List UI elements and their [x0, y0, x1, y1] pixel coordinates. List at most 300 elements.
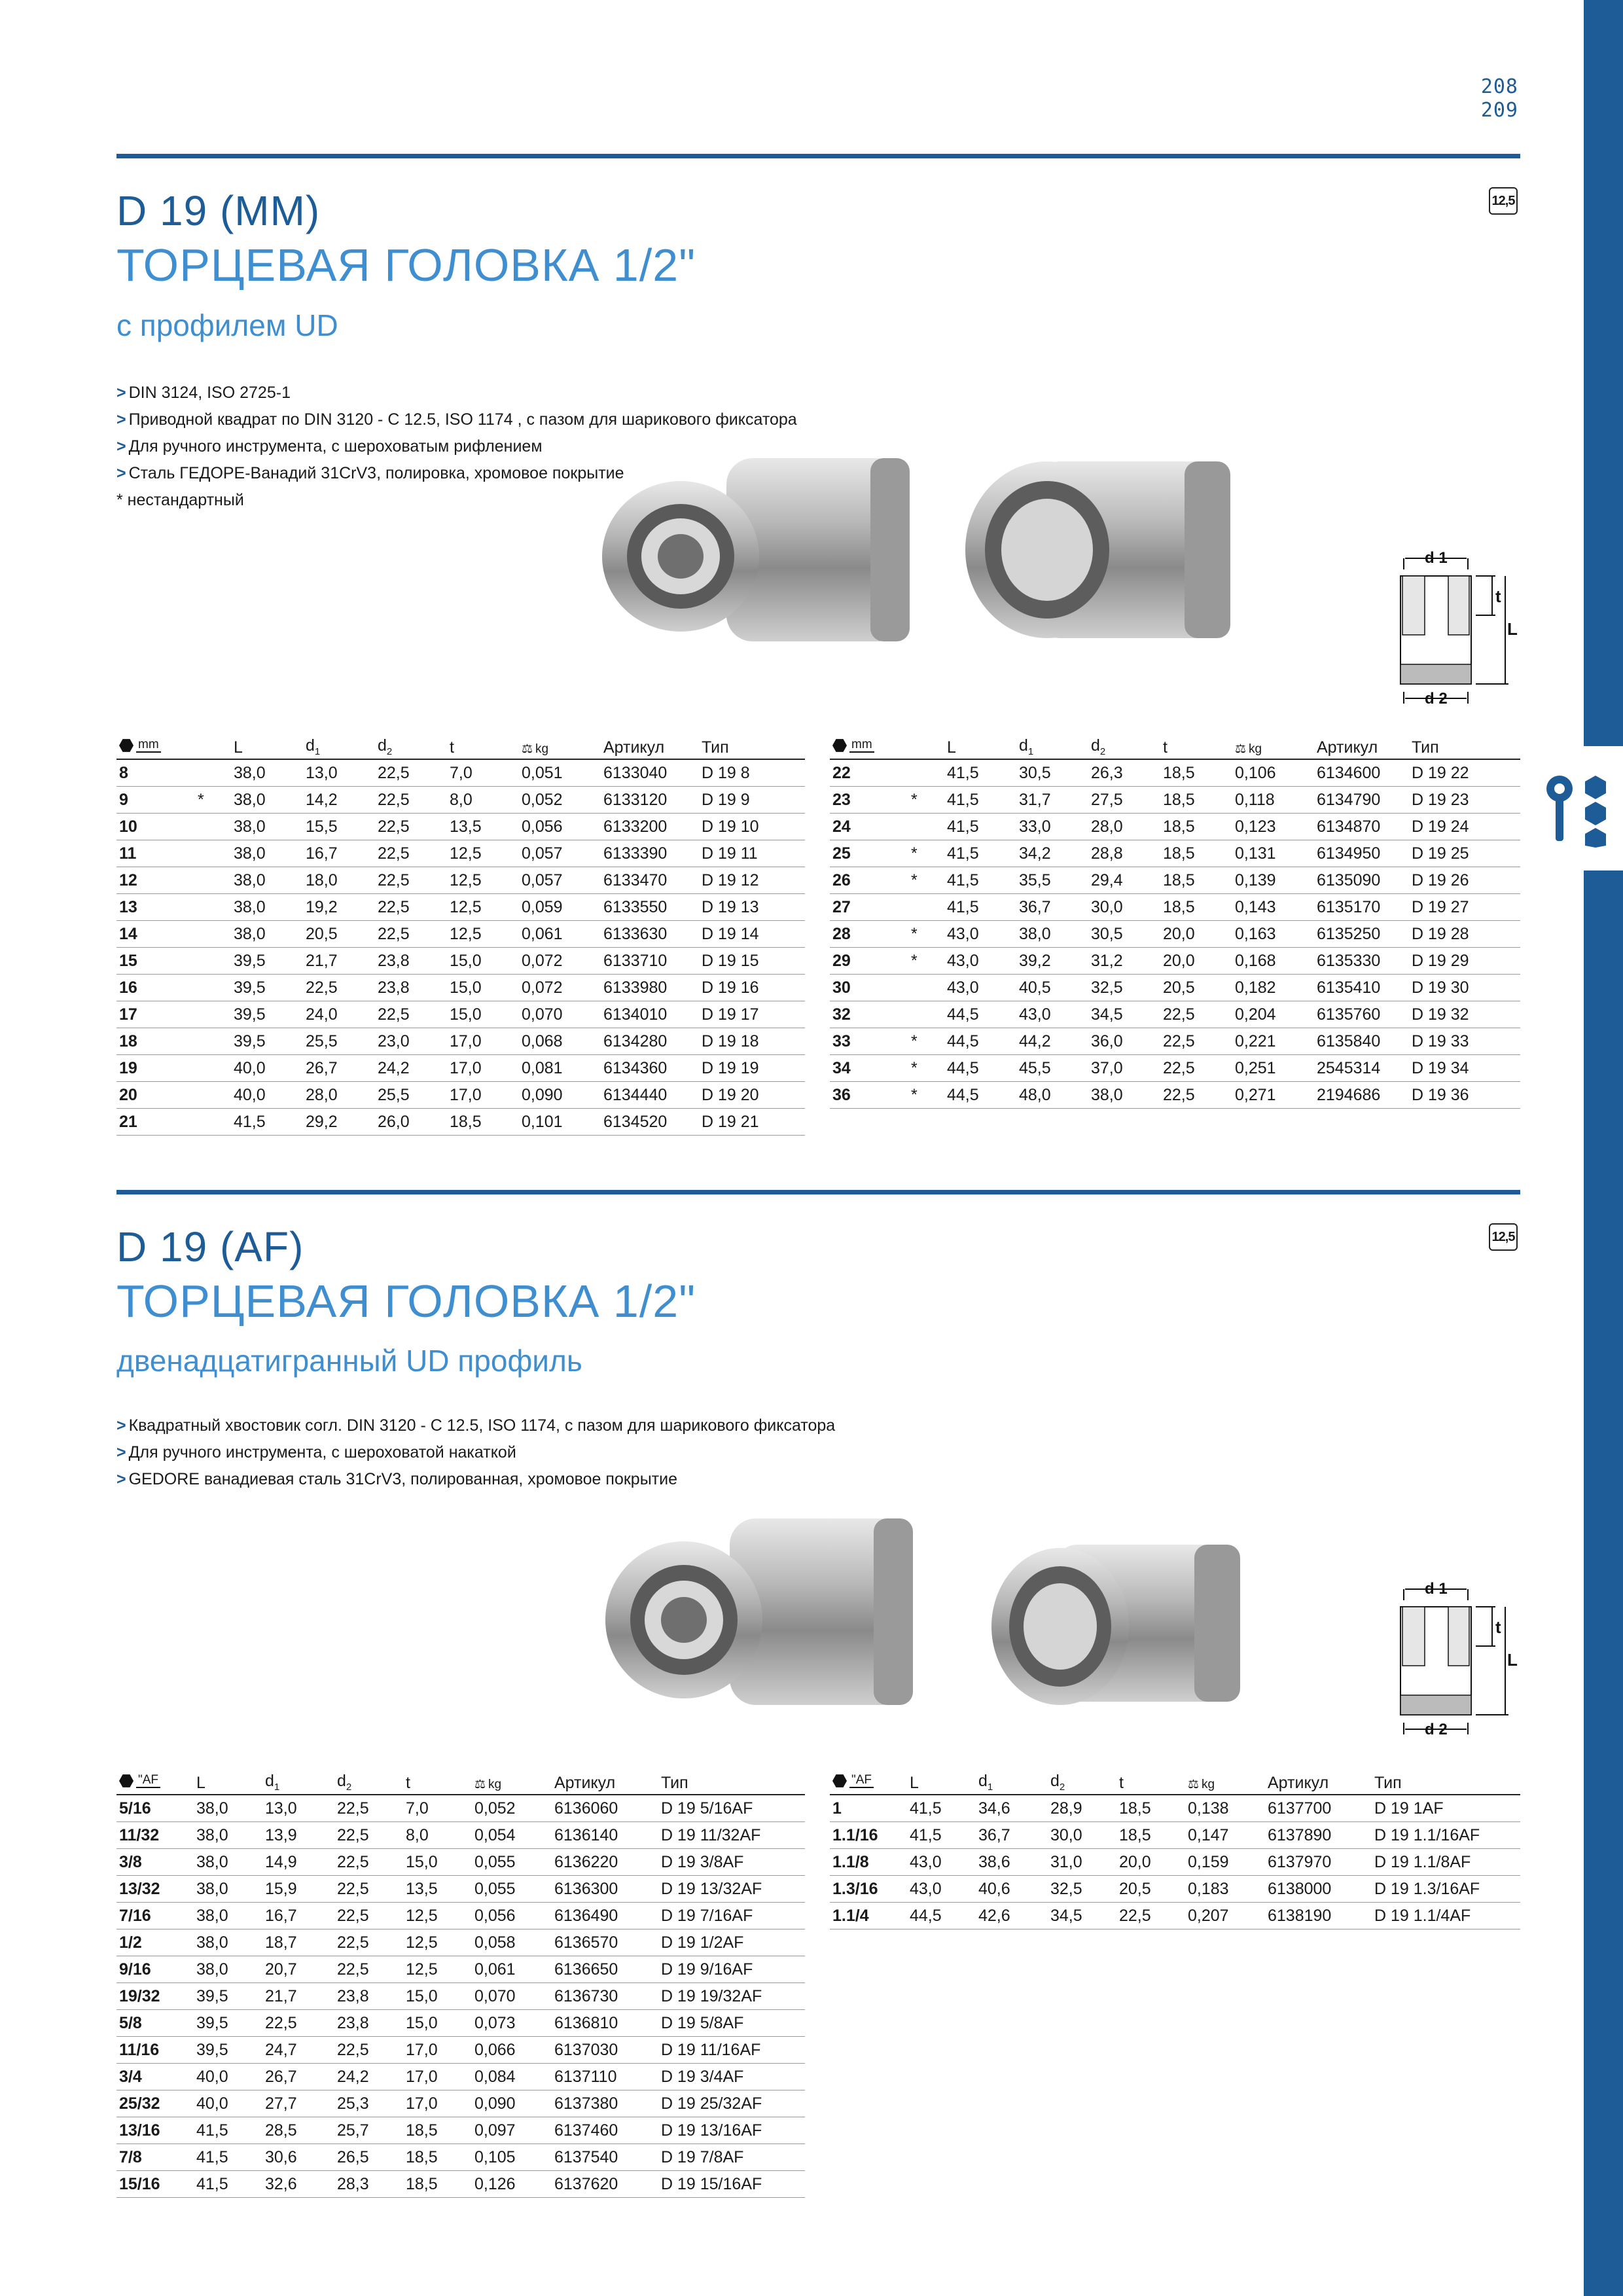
table-cell: 0,051	[519, 759, 601, 787]
table-cell: D 19 27	[1409, 894, 1520, 921]
length-column-header: L	[944, 730, 1016, 759]
table-cell: 31,2	[1088, 948, 1160, 975]
table-cell: 8,0	[447, 787, 519, 814]
table-row	[830, 1082, 1520, 1109]
table-cell: 6133710	[601, 948, 699, 975]
table-cell: 13,0	[303, 759, 375, 787]
d2-column-header: $d_2$	[334, 1765, 403, 1795]
table-cell: 6133980	[601, 975, 699, 1001]
table-cell: 43,0	[944, 948, 1016, 975]
scale-icon: ⚖ kg	[1188, 1777, 1215, 1791]
table-cell: D 19 1/2AF	[658, 1929, 805, 1956]
table-cell: 6136060	[552, 1795, 658, 1822]
size-cell: 14	[116, 921, 195, 948]
table-cell: D 19 11/16AF	[658, 2037, 805, 2064]
table-cell: 26,7	[262, 2064, 334, 2090]
table-cell: 6136650	[552, 1956, 658, 1983]
size-cell: 25/32	[116, 2090, 194, 2117]
table-cell: 0,059	[519, 894, 601, 921]
table-cell: *	[908, 1082, 944, 1109]
table-cell: 18,0	[303, 867, 375, 894]
table-cell: D 19 32	[1409, 1001, 1520, 1028]
table-cell: 0,055	[472, 1849, 552, 1876]
table-row	[116, 1001, 805, 1028]
table-cell: 35,5	[1016, 867, 1088, 894]
table-cell: 38,0	[194, 1822, 262, 1849]
table-cell: D 19 13	[699, 894, 805, 921]
size-cell: 25	[830, 840, 908, 867]
table-cell: 18,5	[403, 2117, 472, 2144]
t-column-header: t	[447, 730, 519, 759]
table-cell: D 19 1AF	[1372, 1795, 1520, 1822]
table-cell: 2194686	[1314, 1082, 1409, 1109]
table-cell: *	[908, 921, 944, 948]
table-cell: 6133470	[601, 867, 699, 894]
table-row	[116, 2117, 805, 2144]
table-cell: 6134280	[601, 1028, 699, 1055]
table-cell: 0,168	[1232, 948, 1314, 975]
table-cell: 26,0	[375, 1109, 447, 1136]
table-cell: 22,5	[375, 867, 447, 894]
table-header-row	[830, 730, 1520, 759]
socket-category-icon	[1543, 769, 1615, 848]
table-cell: 0,159	[1185, 1849, 1265, 1876]
table-cell: 39,5	[231, 975, 303, 1001]
table-cell: 17,0	[447, 1055, 519, 1082]
table-cell: 0,182	[1232, 975, 1314, 1001]
table-cell: 22,5	[334, 1929, 403, 1956]
table-cell: 2545314	[1314, 1055, 1409, 1082]
table-cell: 0,123	[1232, 814, 1314, 840]
table-cell: 0,221	[1232, 1028, 1314, 1055]
table-cell: D 19 7/8AF	[658, 2144, 805, 2171]
table-row	[830, 1028, 1520, 1055]
dimension-diagram-mm	[1391, 547, 1522, 713]
table-cell	[195, 759, 231, 787]
table-cell: D 19 1.1/8AF	[1372, 1849, 1520, 1876]
size-cell: 24	[830, 814, 908, 840]
table-cell: 17,0	[447, 1082, 519, 1109]
table-cell: 0,052	[472, 1795, 552, 1822]
table-cell: 6133390	[601, 840, 699, 867]
table-cell: 0,147	[1185, 1822, 1265, 1849]
table-row	[116, 787, 805, 814]
table-cell: 25,5	[375, 1082, 447, 1109]
table-cell: 18,5	[447, 1109, 519, 1136]
table-cell: 26,3	[1088, 759, 1160, 787]
size-cell: 13/32	[116, 1876, 194, 1903]
table-cell: 15,9	[262, 1876, 334, 1903]
table-cell: 0,057	[519, 867, 601, 894]
feature-item: > Для ручного инструмента, с шероховатым рифлением	[116, 437, 543, 456]
size-cell: 28	[830, 921, 908, 948]
table-cell: 6135170	[1314, 894, 1409, 921]
size-cell: 18	[116, 1028, 195, 1055]
table-cell: 18,5	[1116, 1822, 1185, 1849]
table-cell: 40,6	[976, 1876, 1048, 1903]
table-cell: 30,5	[1088, 921, 1160, 948]
table-cell: 36,0	[1088, 1028, 1160, 1055]
table-cell: 38,0	[231, 867, 303, 894]
table-cell: D 19 20	[699, 1082, 805, 1109]
table-row	[116, 840, 805, 867]
table-cell: 39,5	[194, 1983, 262, 2010]
table-cell: 23,8	[375, 975, 447, 1001]
table-row	[830, 921, 1520, 948]
table-cell: 6135090	[1314, 867, 1409, 894]
size-cell: 29	[830, 948, 908, 975]
section-af-features	[116, 1412, 835, 1493]
table-cell: 31,7	[1016, 787, 1088, 814]
table-row	[116, 1876, 805, 1903]
table-cell: 41,5	[194, 2117, 262, 2144]
table-cell: 22,5	[334, 1903, 403, 1929]
table-cell: 31,0	[1048, 1849, 1116, 1876]
article-column-header: Артикул	[552, 1765, 658, 1795]
table-row	[116, 2090, 805, 2117]
size-cell: 16	[116, 975, 195, 1001]
diagram-label-d2: d 2	[1425, 1721, 1448, 1738]
table-cell: 0,118	[1232, 787, 1314, 814]
table-cell: 28,5	[262, 2117, 334, 2144]
table-cell: 6134440	[601, 1082, 699, 1109]
drive-size-badge-mm: 12,5	[1489, 187, 1518, 215]
table-row	[116, 2171, 805, 2198]
table-cell: D 19 25	[1409, 840, 1520, 867]
size-cell: 34	[830, 1055, 908, 1082]
table-cell: 7,0	[447, 759, 519, 787]
table-cell: D 19 15/16AF	[658, 2171, 805, 2198]
length-column-header: L	[907, 1765, 976, 1795]
section-divider-mm	[116, 154, 1520, 158]
table-cell: 40,0	[194, 2064, 262, 2090]
table-cell: 0,057	[519, 840, 601, 867]
scale-icon: ⚖ kg	[1235, 742, 1262, 756]
hexagon-icon	[119, 738, 134, 753]
table-cell: 17,0	[403, 2037, 472, 2064]
table-cell: 0,070	[472, 1983, 552, 2010]
table-cell: 0,056	[472, 1903, 552, 1929]
table-row	[116, 1055, 805, 1082]
table-cell: 44,5	[944, 1082, 1016, 1109]
feature-item: > Сталь ГЕДОРЕ-Ванадий 31CrV3, полировка, хромовое покрытие	[116, 464, 624, 482]
size-column-header: mm	[830, 730, 908, 759]
table-cell: 27,7	[262, 2090, 334, 2117]
table-cell: 43,0	[1016, 1001, 1088, 1028]
d1-column-header: $d_1$	[303, 730, 375, 759]
table-cell: 13,0	[262, 1795, 334, 1822]
table-cell: D 19 3/8AF	[658, 1849, 805, 1876]
size-cell: 10	[116, 814, 195, 840]
table-row	[116, 975, 805, 1001]
table-cell: 6134950	[1314, 840, 1409, 867]
table-cell: 22,5	[375, 787, 447, 814]
table-cell: 20,7	[262, 1956, 334, 1983]
table-cell: 18,7	[262, 1929, 334, 1956]
section-af-subtitle: ТОРЦЕВАЯ ГОЛОВКА 1/2"	[116, 1276, 696, 1327]
table-cell	[195, 1001, 231, 1028]
table-cell: 38,0	[231, 759, 303, 787]
table-cell: 30,0	[1088, 894, 1160, 921]
table-cell: 32,5	[1048, 1876, 1116, 1903]
table-row	[116, 2064, 805, 2090]
table-row	[830, 1055, 1520, 1082]
chevron-right-icon: >	[116, 464, 126, 482]
table-cell: 20,5	[303, 921, 375, 948]
d1-column-header: $d_1$	[262, 1765, 334, 1795]
product-photo-af	[599, 1505, 1306, 1728]
chevron-right-icon: >	[116, 1443, 126, 1462]
table-cell: 6133040	[601, 759, 699, 787]
table-cell: 30,0	[1048, 1822, 1116, 1849]
table-cell: 15,0	[403, 1983, 472, 2010]
table-cell	[908, 759, 944, 787]
table-cell: 0,056	[519, 814, 601, 840]
feature-item: > DIN 3124, ISO 2725-1	[116, 384, 291, 402]
table-cell: 40,0	[231, 1082, 303, 1109]
table-cell: 16,7	[262, 1903, 334, 1929]
table-cell: 38,0	[1088, 1082, 1160, 1109]
section-af-profile: двенадцатигранный UD профиль	[116, 1344, 582, 1378]
table-cell: 17,0	[447, 1028, 519, 1055]
table-cell: 20,5	[1116, 1876, 1185, 1903]
table-cell: 18,5	[1160, 840, 1232, 867]
feature-item: > Квадратный хвостовик согл. DIN 3120 - C 12.5, ISO 1174, с пазом для шарикового фиксатора	[116, 1416, 836, 1435]
table-cell: 18,5	[1160, 787, 1232, 814]
table-cell: 45,5	[1016, 1055, 1088, 1082]
table-cell: 12,5	[403, 1929, 472, 1956]
table-row	[830, 1795, 1520, 1822]
table-cell: 38,0	[231, 814, 303, 840]
spec-table-af-right	[830, 1765, 1520, 1929]
table-cell: 0,251	[1232, 1055, 1314, 1082]
table-cell: D 19 15	[699, 948, 805, 975]
table-cell: 41,5	[944, 867, 1016, 894]
table-cell: 22,5	[303, 975, 375, 1001]
d1-column-header: $d_1$	[1016, 730, 1088, 759]
table-cell: 41,5	[944, 840, 1016, 867]
table-cell: 12,5	[447, 921, 519, 948]
table-cell: 0,052	[519, 787, 601, 814]
table-cell: 0,081	[519, 1055, 601, 1082]
scale-icon: ⚖ kg	[474, 1777, 502, 1791]
table-cell: 23,8	[375, 948, 447, 975]
table-cell: 0,068	[519, 1028, 601, 1055]
table-cell: 20,0	[1116, 1849, 1185, 1876]
table-cell: 15,0	[447, 948, 519, 975]
table-cell: 6134520	[601, 1109, 699, 1136]
table-cell: 0,105	[472, 2144, 552, 2171]
size-cell: 1/2	[116, 1929, 194, 1956]
size-cell: 9/16	[116, 1956, 194, 1983]
table-cell: 41,5	[944, 814, 1016, 840]
table-cell: D 19 22	[1409, 759, 1520, 787]
wrench-icon	[832, 1774, 847, 1788]
table-cell	[908, 1001, 944, 1028]
table-cell: 0,106	[1232, 759, 1314, 787]
feature-item: > GEDORE ванадиевая сталь 31CrV3, полированная, хромовое покрытие	[116, 1470, 677, 1488]
table-cell: 18,5	[1160, 867, 1232, 894]
t-column-header: t	[1116, 1765, 1185, 1795]
table-cell: 23,0	[375, 1028, 447, 1055]
table-cell: 32,5	[1088, 975, 1160, 1001]
size-cell: 33	[830, 1028, 908, 1055]
table-cell: 25,5	[303, 1028, 375, 1055]
table-cell: 15,0	[403, 1849, 472, 1876]
table-cell: 22,5	[334, 1822, 403, 1849]
table-row	[116, 1849, 805, 1876]
table-cell: 6133120	[601, 787, 699, 814]
table-row	[830, 1822, 1520, 1849]
table-cell: 6136220	[552, 1849, 658, 1876]
dimension-diagram-af	[1391, 1577, 1522, 1744]
table-cell: 39,2	[1016, 948, 1088, 975]
size-column-header: mm	[116, 730, 195, 759]
table-cell: 38,0	[231, 840, 303, 867]
table-cell: 41,5	[907, 1795, 976, 1822]
table-row	[116, 1956, 805, 1983]
size-cell: 22	[830, 759, 908, 787]
article-column-header: Артикул	[1265, 1765, 1372, 1795]
size-cell: 8	[116, 759, 195, 787]
table-cell: 29,2	[303, 1109, 375, 1136]
chevron-right-icon: >	[116, 1416, 126, 1435]
table-cell: 43,0	[907, 1849, 976, 1876]
size-cell: 32	[830, 1001, 908, 1028]
size-cell: 19	[116, 1055, 195, 1082]
table-cell: 22,5	[375, 814, 447, 840]
table-cell: 34,5	[1048, 1903, 1116, 1929]
table-cell	[195, 1082, 231, 1109]
table-cell: 21,7	[303, 948, 375, 975]
table-cell: 39,5	[194, 2010, 262, 2037]
table-row	[830, 867, 1520, 894]
table-cell: 0,101	[519, 1109, 601, 1136]
table-cell: D 19 9/16AF	[658, 1956, 805, 1983]
table-row	[116, 1903, 805, 1929]
table-cell: 0,055	[472, 1876, 552, 1903]
page-number-right: 209	[1480, 99, 1518, 122]
table-cell: 6136570	[552, 1929, 658, 1956]
table-cell: 0,072	[519, 948, 601, 975]
size-cell: 20	[116, 1082, 195, 1109]
table-cell: 21,7	[262, 1983, 334, 2010]
table-row	[116, 894, 805, 921]
table-cell: 38,0	[231, 921, 303, 948]
table-header-row	[116, 1765, 805, 1795]
table-cell: 6133630	[601, 921, 699, 948]
footnote: * нестандартный	[116, 491, 244, 509]
page-number-left: 208	[1480, 75, 1518, 98]
table-cell	[195, 948, 231, 975]
table-cell: 18,5	[1116, 1795, 1185, 1822]
table-cell: 26,5	[334, 2144, 403, 2171]
table-cell: 39,5	[231, 948, 303, 975]
table-cell: 6135840	[1314, 1028, 1409, 1055]
table-cell: D 19 19	[699, 1055, 805, 1082]
table-cell: 39,5	[231, 1001, 303, 1028]
table-cell	[195, 975, 231, 1001]
size-column-header: "AF	[830, 1765, 907, 1795]
table-row	[116, 814, 805, 840]
table-cell: 38,0	[194, 1849, 262, 1876]
table-cell: 38,0	[194, 1795, 262, 1822]
drive-size-badge-af: 12,5	[1489, 1223, 1518, 1251]
table-cell: 37,0	[1088, 1055, 1160, 1082]
table-cell: 22,5	[334, 2037, 403, 2064]
table-row	[830, 1876, 1520, 1903]
table-cell	[195, 921, 231, 948]
table-cell: 20,0	[1160, 948, 1232, 975]
table-cell: 38,0	[194, 1903, 262, 1929]
type-column-header: Тип	[1409, 730, 1520, 759]
table-cell: 48,0	[1016, 1082, 1088, 1109]
chevron-right-icon: >	[116, 384, 126, 402]
table-cell: 20,5	[1160, 975, 1232, 1001]
table-cell: 44,5	[944, 1001, 1016, 1028]
chevron-right-icon: >	[116, 437, 126, 456]
table-header-row	[830, 1765, 1520, 1795]
table-row	[116, 948, 805, 975]
table-cell: 40,0	[231, 1055, 303, 1082]
table-cell: 28,0	[303, 1082, 375, 1109]
section-mm-title: D 19 (MM)	[116, 187, 321, 234]
table-cell: 6134600	[1314, 759, 1409, 787]
size-cell: 11	[116, 840, 195, 867]
table-cell: D 19 11/32AF	[658, 1822, 805, 1849]
table-cell: 0,072	[519, 975, 601, 1001]
table-cell: D 19 10	[699, 814, 805, 840]
table-cell: 15,0	[403, 2010, 472, 2037]
table-cell	[195, 867, 231, 894]
table-cell: 38,0	[1016, 921, 1088, 948]
table-row	[830, 948, 1520, 975]
size-cell: 11/32	[116, 1822, 194, 1849]
table-cell: 14,9	[262, 1849, 334, 1876]
table-cell: 39,5	[194, 2037, 262, 2064]
table-cell: D 19 19/32AF	[658, 1983, 805, 2010]
size-cell: 1.1/4	[830, 1903, 907, 1929]
type-column-header: Тип	[658, 1765, 805, 1795]
section-mm-profile: с профилем UD	[116, 308, 338, 342]
size-cell: 13	[116, 894, 195, 921]
table-cell: 6136490	[552, 1903, 658, 1929]
table-row	[830, 759, 1520, 787]
article-column-header: Артикул	[601, 730, 699, 759]
table-cell: 6133200	[601, 814, 699, 840]
table-cell: 0,073	[472, 2010, 552, 2037]
table-row	[116, 759, 805, 787]
table-row	[830, 975, 1520, 1001]
table-cell: 33,0	[1016, 814, 1088, 840]
size-column-header: "AF	[116, 1765, 194, 1795]
table-cell: D 19 26	[1409, 867, 1520, 894]
table-cell: 44,5	[944, 1055, 1016, 1082]
table-cell: D 19 13/32AF	[658, 1876, 805, 1903]
table-cell: 6136730	[552, 1983, 658, 2010]
table-cell: 24,7	[262, 2037, 334, 2064]
table-cell: 38,6	[976, 1849, 1048, 1876]
t-column-header: t	[1160, 730, 1232, 759]
table-cell: D 19 29	[1409, 948, 1520, 975]
table-cell: 22,5	[375, 840, 447, 867]
table-cell: 24,2	[334, 2064, 403, 2090]
table-cell: 6137110	[552, 2064, 658, 2090]
table-cell: 6137700	[1265, 1795, 1372, 1822]
table-cell: 38,0	[194, 1956, 262, 1983]
table-row	[830, 840, 1520, 867]
table-cell: 12,5	[403, 1956, 472, 1983]
